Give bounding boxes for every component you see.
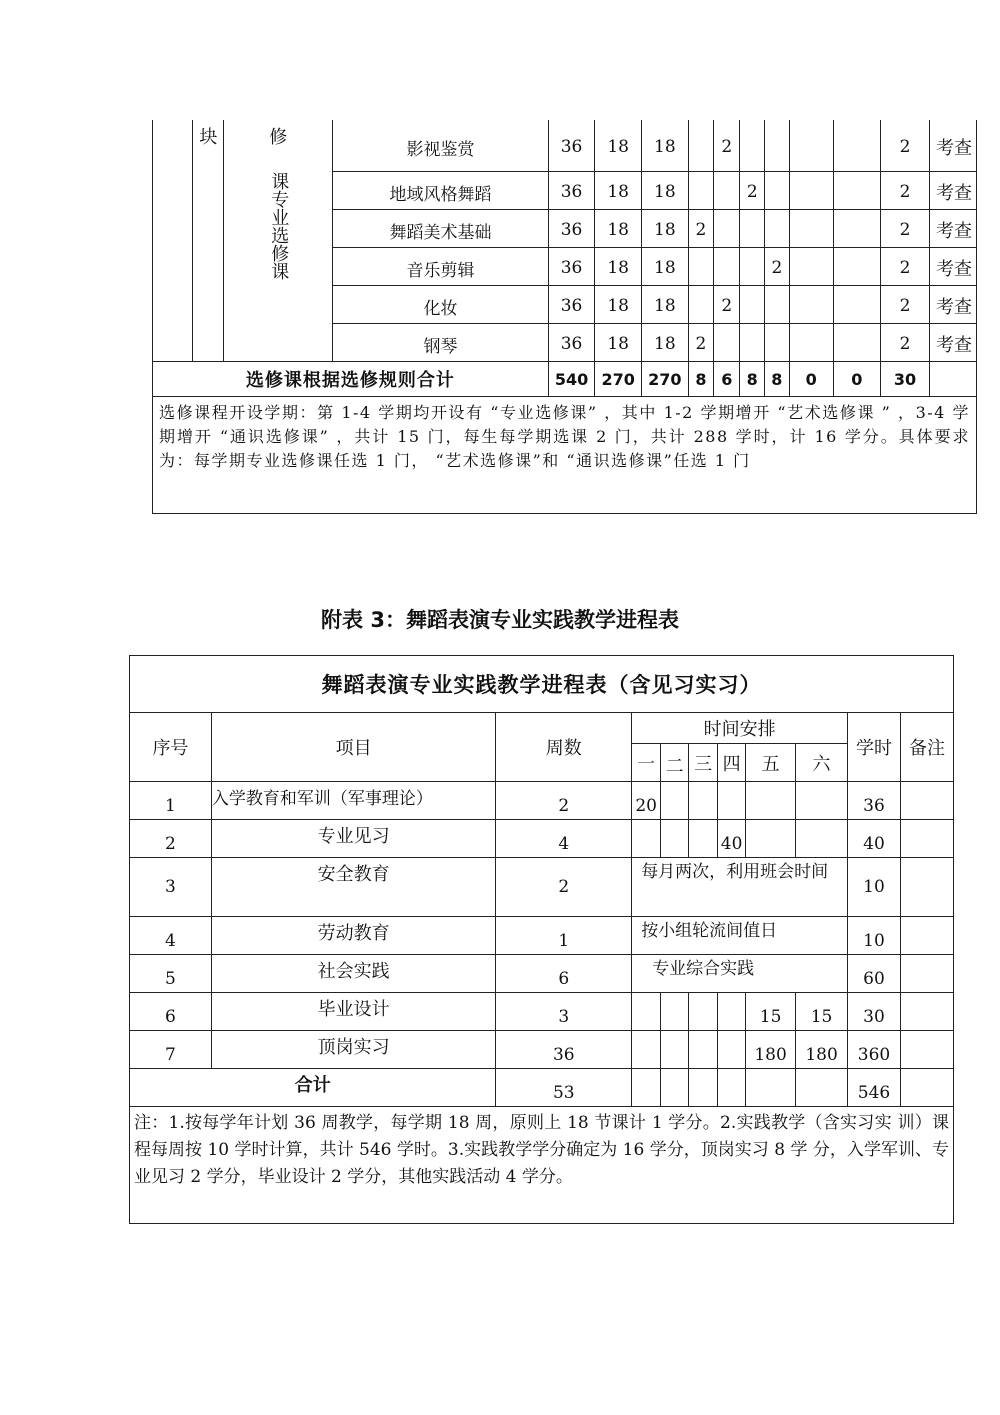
row-no: 4 xyxy=(130,917,212,955)
row-item: 入学教育和军训（军事理论） xyxy=(211,782,496,820)
row-semester-6: 15 xyxy=(796,993,848,1031)
row-item: 社会实践 xyxy=(211,955,496,993)
semester-6 xyxy=(833,286,880,324)
row-semester-5 xyxy=(746,782,796,820)
exam-type: 考查 xyxy=(930,324,977,362)
credit: 30 xyxy=(880,362,929,397)
semester-2 xyxy=(714,324,740,362)
semester-3 xyxy=(740,248,765,286)
row-weeks: 1 xyxy=(496,917,632,955)
row-remarks xyxy=(900,782,953,820)
total-weeks: 53 xyxy=(496,1069,632,1107)
semester-4 xyxy=(765,286,790,324)
row-schedule-text: 每月两次，利用班会时间 xyxy=(632,858,848,917)
row-semester-4 xyxy=(718,1031,746,1069)
practice-hours: 18 xyxy=(642,324,689,362)
semester-3: 8 xyxy=(740,362,765,397)
total-label: 合计 xyxy=(130,1069,496,1107)
semester-1 xyxy=(688,286,713,324)
credit: 2 xyxy=(880,248,929,286)
row-hours: 30 xyxy=(848,993,901,1031)
semester-6 xyxy=(833,248,880,286)
header-no: 序号 xyxy=(130,713,212,782)
semester-5 xyxy=(789,286,833,324)
row-semester-3 xyxy=(689,782,718,820)
total-hours: 546 xyxy=(848,1069,901,1107)
elective-course-table xyxy=(152,120,977,514)
total-hours: 540 xyxy=(548,362,595,397)
semester-5 xyxy=(789,210,833,248)
semester-4 xyxy=(765,210,790,248)
semester-6 xyxy=(833,120,880,172)
header-hours: 学时 xyxy=(848,713,901,782)
header-item: 项目 xyxy=(211,713,496,782)
row-semester-5: 15 xyxy=(746,993,796,1031)
credit: 2 xyxy=(880,120,929,172)
credit: 2 xyxy=(880,286,929,324)
row-semester-6 xyxy=(796,820,848,858)
module-char: 块 xyxy=(199,127,218,148)
row-remarks xyxy=(900,858,953,917)
semester-3 xyxy=(740,324,765,362)
row-remarks xyxy=(900,1031,953,1069)
practice-hours: 18 xyxy=(642,210,689,248)
exam-type: 考查 xyxy=(930,172,977,210)
semester-3 xyxy=(740,210,765,248)
header-semester-2: 二 xyxy=(661,744,689,782)
total-hours: 36 xyxy=(548,210,595,248)
credit: 2 xyxy=(880,172,929,210)
row-weeks: 6 xyxy=(496,955,632,993)
row-semester-3 xyxy=(689,820,718,858)
row-remarks xyxy=(900,820,953,858)
row-weeks: 4 xyxy=(496,820,632,858)
row-weeks: 2 xyxy=(496,858,632,917)
theory-hours: 18 xyxy=(595,324,642,362)
semester-1: 2 xyxy=(688,324,713,362)
semester-2 xyxy=(714,172,740,210)
semester-5: 0 xyxy=(789,362,833,397)
semester-4 xyxy=(765,172,790,210)
row-hours: 360 xyxy=(848,1031,901,1069)
row-remarks xyxy=(900,993,953,1031)
row-hours: 36 xyxy=(848,782,901,820)
row-hours: 40 xyxy=(848,820,901,858)
note-row xyxy=(130,1107,954,1224)
total-remarks xyxy=(900,1069,953,1107)
semester-5 xyxy=(789,324,833,362)
row-hours: 10 xyxy=(848,858,901,917)
row-semester-3 xyxy=(689,1031,718,1069)
row-schedule-text: 按小组轮流间值日 xyxy=(632,917,848,955)
total-semester-5 xyxy=(746,1069,796,1107)
row-semester-1 xyxy=(632,820,661,858)
theory-hours: 18 xyxy=(595,120,642,172)
row-weeks: 2 xyxy=(496,782,632,820)
practice-hours: 18 xyxy=(642,172,689,210)
table-row xyxy=(130,782,954,820)
semester-2 xyxy=(714,210,740,248)
row-semester-5 xyxy=(746,820,796,858)
total-semester-3 xyxy=(689,1069,718,1107)
row-semester-3 xyxy=(689,993,718,1031)
row-remarks xyxy=(900,955,953,993)
exam-type: 考查 xyxy=(930,286,977,324)
total-hours: 36 xyxy=(548,324,595,362)
total-semester-4 xyxy=(718,1069,746,1107)
semester-1 xyxy=(688,172,713,210)
practice-hours: 18 xyxy=(642,120,689,172)
row-semester-4 xyxy=(718,782,746,820)
course-name: 音乐剪辑 xyxy=(333,248,548,286)
theory-hours: 18 xyxy=(595,172,642,210)
total-row xyxy=(153,362,977,397)
total-hours: 36 xyxy=(548,248,595,286)
row-semester-5: 180 xyxy=(746,1031,796,1069)
table-row xyxy=(153,120,977,172)
table-row xyxy=(130,1031,954,1069)
row-semester-6 xyxy=(796,782,848,820)
total-label: 选修课根据选修规则合计 xyxy=(153,362,549,397)
row-item: 顶岗实习 xyxy=(211,1031,496,1069)
course-name: 化妆 xyxy=(333,286,548,324)
total-semester-6 xyxy=(796,1069,848,1107)
theory-hours: 270 xyxy=(595,362,642,397)
practice-hours: 270 xyxy=(642,362,689,397)
table-caption: 舞蹈表演专业实践教学进程表（含见习实习） xyxy=(130,656,954,713)
table-row xyxy=(130,820,954,858)
header-semester-3: 三 xyxy=(689,744,718,782)
row-semester-1: 20 xyxy=(632,782,661,820)
header-semester-5: 五 xyxy=(746,744,796,782)
theory-hours: 18 xyxy=(595,210,642,248)
header-semester-6: 六 xyxy=(796,744,848,782)
header-weeks: 周数 xyxy=(496,713,632,782)
blank-group-cell xyxy=(153,120,193,362)
header-semester-1: 一 xyxy=(632,744,661,782)
semester-6 xyxy=(833,210,880,248)
theory-hours: 18 xyxy=(595,248,642,286)
row-no: 3 xyxy=(130,858,212,917)
table-row xyxy=(130,993,954,1031)
ke-char: 课 xyxy=(268,171,290,190)
row-semester-4: 40 xyxy=(718,820,746,858)
xiu-char-cell xyxy=(224,120,333,172)
semester-2: 2 xyxy=(714,286,740,324)
module-char-cell xyxy=(193,120,224,362)
row-semester-4 xyxy=(718,993,746,1031)
row-item: 劳动教育 xyxy=(211,917,496,955)
row-semester-1 xyxy=(632,993,661,1031)
row-semester-2 xyxy=(661,820,689,858)
header-schedule: 时间安排 xyxy=(632,713,848,744)
elective-note: 选修课程开设学期：第 1-4 学期均开设有 “专业选修课” ，其中 1-2 学期增开 “艺术选修课 ” ，3-4 学期增开 “通识选修课” ，共计 15 门，每生每学期选课 2 门，共计 288 学时，计 16 学分。具体要求为：每学期专业选修课任选 1 门， “艺术选修课”和 “通识选修课”任选 1 门 xyxy=(153,397,977,514)
total-hours: 36 xyxy=(548,120,595,172)
table-row xyxy=(130,917,954,955)
semester-4: 8 xyxy=(765,362,790,397)
row-weeks: 36 xyxy=(496,1031,632,1069)
semester-4 xyxy=(765,120,790,172)
row-no: 5 xyxy=(130,955,212,993)
semester-3: 2 xyxy=(740,172,765,210)
course-name: 舞蹈美术基础 xyxy=(333,210,548,248)
course-name: 地域风格舞蹈 xyxy=(333,172,548,210)
total-row xyxy=(130,1069,954,1107)
semester-5 xyxy=(789,120,833,172)
semester-6: 0 xyxy=(833,362,880,397)
header-semester-4: 四 xyxy=(718,744,746,782)
total-hours: 36 xyxy=(548,172,595,210)
row-semester-2 xyxy=(661,782,689,820)
exam-type: 考查 xyxy=(930,248,977,286)
practice-hours: 18 xyxy=(642,248,689,286)
semester-1: 8 xyxy=(688,362,713,397)
semester-2: 6 xyxy=(714,362,740,397)
row-item: 毕业设计 xyxy=(211,993,496,1031)
row-semester-2 xyxy=(661,1031,689,1069)
theory-hours: 18 xyxy=(595,286,642,324)
course-name: 影视鉴赏 xyxy=(333,120,548,172)
semester-6 xyxy=(833,172,880,210)
semester-2: 2 xyxy=(714,120,740,172)
practice-note: 注：1.按每学年计划 36 周教学，每学期 18 周，原则上 18 节课计 1 学分。2.实践教学（含实习实 训）课程每周按 10 学时计算，共计 546 学时。3.实践教学学分确定为 16 学分，顶岗实习 8 学 分，入学军训、专业见习 2 学分，毕业设计 2 学分，其他实践活动 4 学分。 xyxy=(130,1107,954,1224)
row-weeks: 3 xyxy=(496,993,632,1031)
semester-2 xyxy=(714,248,740,286)
semester-5 xyxy=(789,248,833,286)
practice-hours: 18 xyxy=(642,286,689,324)
row-remarks xyxy=(900,917,953,955)
semester-1 xyxy=(688,248,713,286)
practice-schedule-table xyxy=(129,655,954,1224)
semester-4: 2 xyxy=(765,248,790,286)
table-row xyxy=(130,955,954,993)
exam-type: 考查 xyxy=(930,210,977,248)
semester-1 xyxy=(688,120,713,172)
total-semester-2 xyxy=(661,1069,689,1107)
table-row xyxy=(153,172,977,210)
category-cell xyxy=(224,172,333,362)
header-remarks: 备注 xyxy=(900,713,953,782)
row-semester-2 xyxy=(661,993,689,1031)
semester-4 xyxy=(765,324,790,362)
exam-type xyxy=(930,362,977,397)
row-semester-1 xyxy=(632,1031,661,1069)
semester-5 xyxy=(789,172,833,210)
xiu-char: 修 xyxy=(269,127,288,148)
semester-3 xyxy=(740,286,765,324)
total-hours: 36 xyxy=(548,286,595,324)
note-row xyxy=(153,397,977,514)
category-label: 专业选修课 xyxy=(268,189,290,280)
row-hours: 60 xyxy=(848,955,901,993)
exam-type: 考查 xyxy=(930,120,977,172)
course-name: 钢琴 xyxy=(333,324,548,362)
total-semester-1 xyxy=(632,1069,661,1107)
semester-3 xyxy=(740,120,765,172)
row-no: 1 xyxy=(130,782,212,820)
row-item: 专业见习 xyxy=(211,820,496,858)
credit: 2 xyxy=(880,210,929,248)
annex-title: 附表 3：舞蹈表演专业实践教学进程表 xyxy=(321,608,679,632)
row-no: 6 xyxy=(130,993,212,1031)
semester-1: 2 xyxy=(688,210,713,248)
row-schedule-text: 专业综合实践 xyxy=(632,955,848,993)
credit: 2 xyxy=(880,324,929,362)
semester-6 xyxy=(833,324,880,362)
row-hours: 10 xyxy=(848,917,901,955)
table-row xyxy=(130,858,954,917)
row-item: 安全教育 xyxy=(211,858,496,917)
row-no: 2 xyxy=(130,820,212,858)
row-no: 7 xyxy=(130,1031,212,1069)
row-semester-6: 180 xyxy=(796,1031,848,1069)
